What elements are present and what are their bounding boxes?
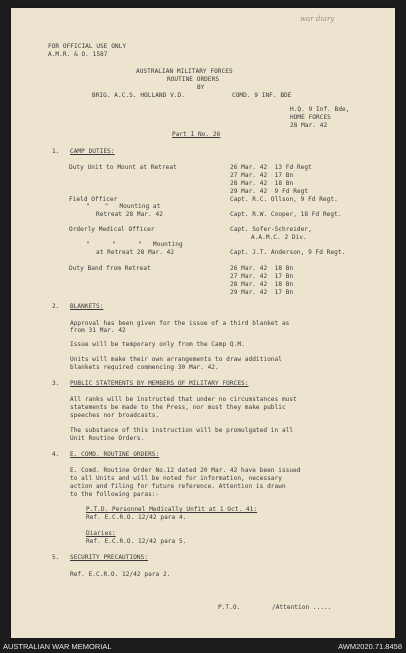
paragraph-line: The substance of this instruction will be promulgated in all — [70, 427, 294, 434]
duty-unit-row: 29 Mar. 42 9 Fd Regt — [230, 188, 309, 195]
reference-line: Ref. E.C.R.O. 12/42 para 5. — [86, 538, 187, 545]
section-1-number: 1. — [52, 148, 60, 155]
footer-accession-number: AWM2020.71.8458 — [338, 642, 402, 651]
medical-officer-mount-label-1: " " " Mounting — [86, 241, 183, 248]
paragraph-line: action and filing for future reference. Attention is drawn — [70, 483, 286, 490]
duty-band-row: 27 Mar. 42 17 Bn — [230, 273, 294, 280]
paragraph-line: Unit Routine Orders. — [70, 435, 145, 442]
paragraph-line: speeches nor broadcasts. — [70, 412, 160, 419]
reference-line: Ref. E.C.R.O. 12/42 para 4. — [86, 514, 187, 521]
field-officer-value: Capt. R.C. Ollson, 9 Fd Regt. — [230, 196, 338, 203]
paragraph-line: All ranks will be instructed that under no circumstances must — [70, 396, 297, 403]
address-line-1: H.Q. 9 Inf. Bde, — [290, 106, 350, 113]
heading-line-2: ROUTINE ORDERS — [167, 76, 220, 83]
section-4-number: 4. — [52, 451, 60, 458]
section-2-number: 2. — [52, 303, 60, 310]
classification-line-2: A.M.R. & O. 1587 — [48, 51, 108, 58]
paragraph-line: to all Units and will be noted for information, necessary — [70, 475, 282, 482]
duty-unit-label: Duty Unit to Mount at Retreat — [69, 164, 177, 171]
section-3-number: 3. — [52, 380, 60, 387]
classification-line-1: FOR OFFICIAL USE ONLY — [48, 43, 127, 50]
section-5-title: SECURITY PRECAUTIONS: — [70, 554, 149, 561]
paragraph-line: E. Comd. Routine Order No.12 dated 20 Mar. 42 have been issued — [70, 467, 301, 474]
paragraph-line: statements be made to the Press, nor must they make public — [70, 404, 286, 411]
duty-unit-row: 28 Mar. 42 18 Bn — [230, 180, 294, 187]
section-3-title: PUBLIC STATEMENTS BY MEMBERS OF MILITARY FORCES: — [70, 380, 249, 387]
medical-officer-value-2: A.A.M.C. 2 Div. — [251, 234, 307, 241]
heading-commander: BRIG. A.C.S. HOLLAND V.D. — [92, 92, 185, 99]
duty-unit-row: 27 Mar. 42 17 Bn — [230, 172, 294, 179]
paragraph-line: to the following paras:- — [70, 491, 160, 498]
duty-band-label: Duty Band from Retreat — [69, 265, 151, 272]
heading-line-3: BY — [197, 84, 205, 91]
duty-band-row: 29 Mar. 42 17 Bn — [230, 289, 294, 296]
duty-band-row: 28 Mar. 42 18 Bn — [230, 281, 294, 288]
subsection-title: Diaries: — [86, 530, 116, 537]
medical-officer-mount-label-2: at Retreat 28 Mar. 42 — [96, 249, 175, 256]
part-title: Part I No. 26 — [172, 131, 221, 138]
section-1-title: CAMP DUTIES: — [70, 148, 115, 155]
medical-officer-mount-value: Capt. J.T. Anderson, 9 Fd Regt. — [230, 249, 346, 256]
field-officer-mount-value: Capt. R.W. Cooper, 18 Fd Regt. — [230, 211, 342, 218]
reference-line: Ref. E.C.R.O. 12/42 para 2. — [70, 571, 171, 578]
paragraph-line: blankets required commencing 30 Mar. 42. — [70, 364, 219, 371]
duty-unit-row: 26 Mar. 42 13 Fd Regt — [230, 164, 312, 171]
address-line-2: HOME FORCES — [290, 114, 331, 121]
pencil-annotation: war diary — [300, 15, 335, 23]
paragraph-line: Issue will be temporary only from the Camp Q.M. — [70, 341, 245, 348]
pto-marker: P.T.O. — [218, 604, 241, 611]
paragraph-line: Approval has been given for the issue of a third blanket as — [70, 320, 290, 327]
heading-line-1: AUSTRALIAN MILITARY FORCES — [136, 68, 233, 75]
continuation-text: /Attention ..... — [272, 604, 332, 611]
medical-officer-value-1: Capt. Sofer-Schreider, — [230, 226, 312, 233]
field-officer-mount-label-1: " " Mounting at — [86, 203, 161, 210]
duty-band-row: 26 Mar. 42 18 Bn — [230, 265, 294, 272]
medical-officer-label: Orderly Medical Officer — [69, 226, 155, 233]
paragraph-line: from 31 Mar. 42 — [70, 327, 126, 334]
footer-collection: AUSTRALIAN WAR MEMORIAL — [3, 642, 112, 651]
section-5-number: 5. — [52, 554, 60, 561]
section-2-title: BLANKETS: — [70, 303, 104, 310]
section-4-title: E. COMD. ROUTINE ORDERS: — [70, 451, 160, 458]
field-officer-label: Field Officer — [69, 196, 118, 203]
field-officer-mount-label-2: Retreat 28 Mar. 42 — [96, 211, 163, 218]
address-line-3: 28 Mar. 42 — [290, 122, 328, 129]
paragraph-line: Units will make their own arrangements to draw additional — [70, 356, 282, 363]
heading-command: COMD. 9 INF. BDE — [232, 92, 292, 99]
subsection-title: P.T.D. Personnel Medically Unfit at 1 Oct. 41: — [86, 506, 258, 513]
